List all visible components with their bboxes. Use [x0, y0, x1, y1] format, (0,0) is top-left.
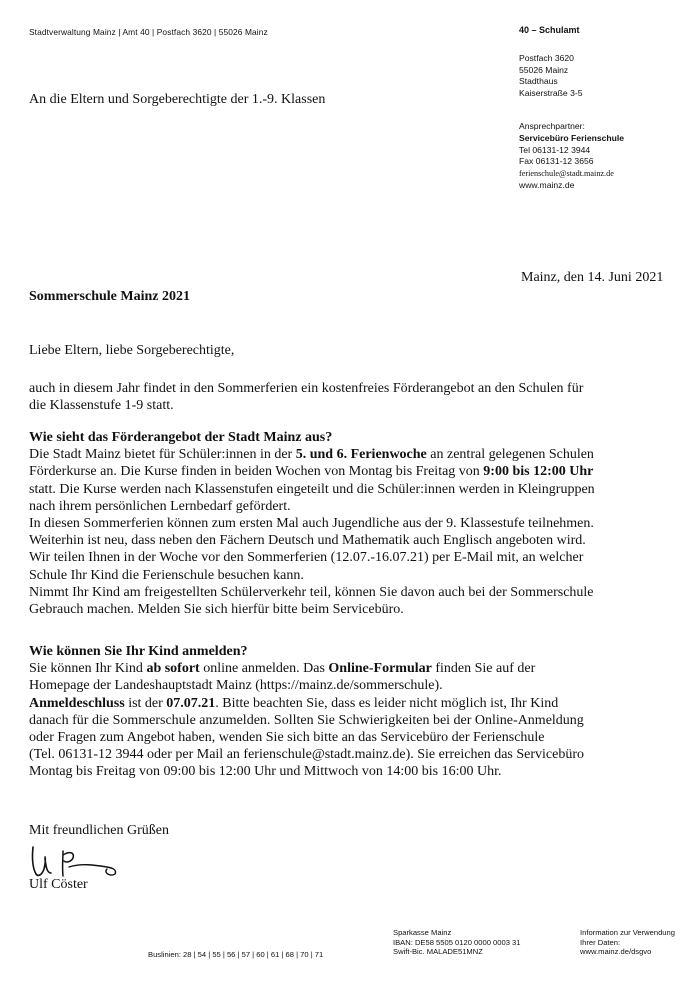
salutation: Liebe Eltern, liebe Sorgeberechtigte, — [29, 343, 235, 358]
text-line: Nimmt Ihr Kind am freigestellten Schülerverkehr teil, können Sie davon auch bei der Sommerschule — [29, 584, 594, 600]
section-heading: Wie können Sie Ihr Kind anmelden? — [29, 644, 248, 659]
contact-tel: Tel 06131-12 3944 — [519, 144, 591, 155]
text-line: Montag bis Freitag von 09:00 bis 12:00 Uhr und Mittwoch von 14:00 bis 16:00 Uhr. — [29, 764, 502, 780]
text-line: auch in diesem Jahr findet in den Sommerferien ein kostenfreies Förderangebot an den Schulen für — [29, 381, 584, 396]
office-address — [519, 53, 583, 99]
intro-paragraph — [29, 380, 689, 414]
text-line: Homepage der Landeshauptstadt Mainz (https://mainz.de/sommerschule). — [29, 678, 443, 694]
contact-fax: Fax 06131-12 3656 — [519, 156, 594, 167]
footer-bus-lines: Buslinien: 28 | 54 | 55 | 56 | 57 | 60 | 61 | 68 | 70 | 71 — [148, 950, 324, 959]
text-line: Schule Ihr Kind die Ferienschule besuchen kann. — [29, 567, 304, 583]
text-line: Anmeldeschluss ist der 07.07.21. Bitte beachten Sie, dass es leider nicht möglich ist, Ihr Kind — [29, 695, 559, 711]
sender-address-line: Stadtverwaltung Mainz | Amt 40 | Postfach 3620 | 55026 Mainz — [29, 27, 268, 37]
section-registration — [29, 643, 689, 781]
footer-bank — [393, 928, 521, 957]
bank-swift: Swift-Bic. MALADE51MNZ — [393, 947, 483, 957]
info-title: Information zur Verwendung — [580, 928, 675, 937]
address-line: Kaiserstraße 3-5 — [519, 87, 583, 98]
text-line: nach ihrem persönlichen Lernbedarf gefördert. — [29, 498, 291, 514]
info-label: Ihrer Daten: — [580, 937, 621, 947]
address-line: 55026 Mainz — [519, 64, 569, 75]
closing-phrase: Mit freundlichen Grüßen — [29, 823, 169, 838]
recipient: An die Eltern und Sorgeberechtigte der 1.-9. Klassen — [29, 92, 326, 107]
text-line: (Tel. 06131-12 3944 oder per Mail an ferienschule@stadt.mainz.de). Sie erreichen das Servicebüro — [29, 747, 584, 763]
text-line: statt. Die Kurse werden nach Klassenstufen eingeteilt und die Schüler:innen werden in Kleingruppen — [29, 481, 595, 497]
text-line: die Klassenstufe 1-9 statt. — [29, 398, 174, 414]
text-line: In diesen Sommerferien können zum ersten Mal auch Jugendliche aus der 9. Klassestufe teilnehmen. — [29, 516, 594, 532]
signer-name: Ulf Cöster — [29, 877, 88, 892]
text-line: oder Fragen zum Angebot haben, wenden Sie sich bitte an das Servicebüro der Ferienschule — [29, 730, 545, 746]
contact-label: Ansprechpartner: — [519, 121, 585, 131]
text-line: Weiterhin ist neu, dass neben den Fächern Deutsch und Mathematik auch Englisch angeboten wird. — [29, 533, 586, 549]
bank-iban: IBAN: DE58 5505 0120 0000 0003 31 — [393, 937, 521, 947]
text-line: Förderkurse an. Die Kurse finden in beiden Wochen von Montag bis Freitag von 9:00 bis 12:00 Uhr — [29, 464, 594, 480]
section-heading: Wie sieht das Förderangebot der Stadt Mainz aus? — [29, 430, 333, 445]
info-link[interactable]: www.mainz.de/dsgvo — [580, 947, 652, 957]
contact-email: ferienschule@stadt.mainz.de — [519, 169, 614, 179]
contact-name: Servicebüro Ferienschule — [519, 132, 625, 143]
contact-web: www.mainz.de — [519, 179, 575, 190]
address-line: Postfach 3620 — [519, 53, 574, 63]
address-line: Stadthaus — [519, 76, 558, 86]
office-name: 40 – Schulamt — [519, 25, 580, 35]
text-line: Sie können Ihr Kind ab sofort online anmelden. Das Online-Formular finden Sie auf der — [29, 661, 536, 677]
letter-date: Mainz, den 14. Juni 2021 — [521, 270, 664, 285]
section-offer — [29, 429, 689, 618]
footer-data-info — [580, 928, 675, 957]
text-line: Die Stadt Mainz bietet für Schüler:innen in der 5. und 6. Ferienwoche an zentral gelegenen Schulen — [29, 447, 594, 463]
text-line: danach für die Sommerschule anzumelden. Sollten Sie Schwierigkeiten bei der Online-Anmeldung — [29, 712, 584, 728]
contact-block — [519, 121, 624, 192]
subject-line: Sommerschule Mainz 2021 — [29, 289, 190, 304]
signature-mark — [29, 843, 124, 879]
text-line: Gebrauch machen. Melden Sie sich hierfür bitte beim Servicebüro. — [29, 602, 404, 618]
text-line: Wir teilen Ihnen in der Woche vor den Sommerferien (12.07.-16.07.21) per E-Mail mit, an welcher — [29, 550, 584, 566]
bank-name: Sparkasse Mainz — [393, 928, 452, 937]
